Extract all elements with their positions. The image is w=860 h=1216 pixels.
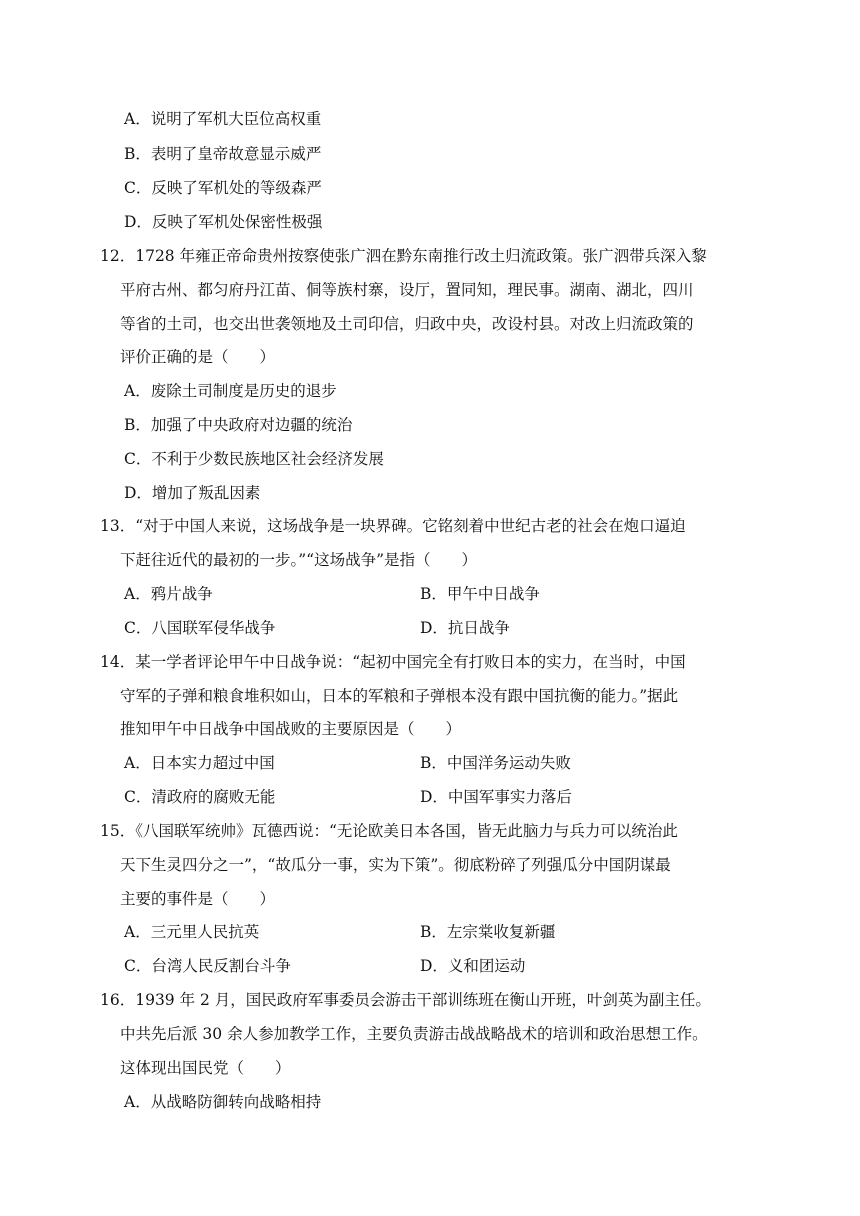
q13-option-a: A．鸦片战争	[124, 585, 213, 603]
q13-option-c: C．八国联军侵华战争	[124, 619, 276, 637]
q16-stem-line-2: 中共先后派 30 余人参加教学工作，主要负责游击战战略战术的培训和政治思想工作。	[120, 1025, 708, 1043]
q12-stem-line-2: 平府古州、都匀府丹江苗、侗等族村寨，设厅，置同知，理民事。湖南、湖北，四川	[120, 281, 694, 299]
q11-option-a: A．说明了军机大臣位高权重	[124, 110, 322, 128]
q13-stem-line-1: 13．“对于中国人来说，这场战争是一块界碑。它铭刻着中世纪古老的社会在炮口逼迫	[100, 517, 686, 535]
q14-option-d: D．中国军事实力落后	[420, 788, 572, 806]
q11-option-d: D．反映了军机处保密性极强	[124, 213, 323, 231]
q16-stem-line-3: 这体现出国民党（ ）	[120, 1059, 291, 1077]
q14-stem-line-3: 推知甲午中日战争中国战败的主要原因是（ ）	[120, 720, 462, 738]
q15-stem-line-3: 主要的事件是（ ）	[120, 890, 276, 908]
q11-option-c: C．反映了军机处的等级森严	[124, 179, 322, 197]
q15-option-a: A．三元里人民抗英	[124, 923, 260, 941]
q12-stem-line-4: 评价正确的是（ ）	[120, 348, 276, 366]
q13-option-b: B．甲午中日战争	[420, 585, 540, 603]
q13-option-d: D．抗日战争	[420, 619, 510, 637]
q15-stem-line-2: 天下生灵四分之一”，“故瓜分一事，实为下策”。彻底粉碎了列强瓜分中国阴谋最	[120, 856, 671, 874]
q11-option-b: B．表明了皇帝故意显示威严	[124, 145, 322, 163]
q16-option-a: A．从战略防御转向战略相持	[124, 1093, 322, 1111]
q14-option-a: A．日本实力超过中国	[124, 754, 275, 772]
q14-stem-line-1: 14．某一学者评论甲午中日战争说：“起初中国完全有打败日本的实力，在当时，中国	[100, 653, 686, 671]
q15-option-b: B．左宗棠收复新疆	[420, 923, 556, 941]
q12-stem-line-1: 12．1728 年雍正帝命贵州按察使张广泗在黔东南推行改土归流政策。张广泗带兵深入黎	[100, 247, 707, 265]
q16-stem-line-1: 16．1939 年 2 月，国民政府军事委员会游击干部训练班在衡山开班，叶剑英为副主任。	[100, 991, 711, 1009]
q12-option-b: B．加强了中央政府对边疆的统治	[124, 416, 353, 434]
q14-option-b: B．中国洋务运动失败	[420, 754, 571, 772]
q14-stem-line-2: 守军的子弹和粮食堆积如山，日本的军粮和子弹根本没有跟中国抗衡的能力。”据此	[120, 687, 679, 705]
q12-option-d: D．增加了叛乱因素	[124, 484, 261, 502]
q15-option-c: C．台湾人民反割台斗争	[124, 957, 291, 975]
q15-option-d: D．义和团运动	[420, 957, 526, 975]
q15-stem-line-1: 15．《八国联军统帅》瓦德西说：“无论欧美日本各国，皆无此脑力与兵力可以统治此	[100, 822, 678, 840]
q14-option-c: C．清政府的腐败无能	[124, 788, 276, 806]
q13-stem-line-2: 下赶往近代的最初的一步。”“这场战争”是指（ ）	[120, 551, 478, 569]
q12-option-c: C．不利于少数民族地区社会经济发展	[124, 450, 384, 468]
q12-stem-line-3: 等省的土司，也交出世袭领地及土司印信，归政中央，改设村县。对改上归流政策的	[120, 315, 694, 333]
q12-option-a: A．废除土司制度是历史的退步	[124, 382, 337, 400]
